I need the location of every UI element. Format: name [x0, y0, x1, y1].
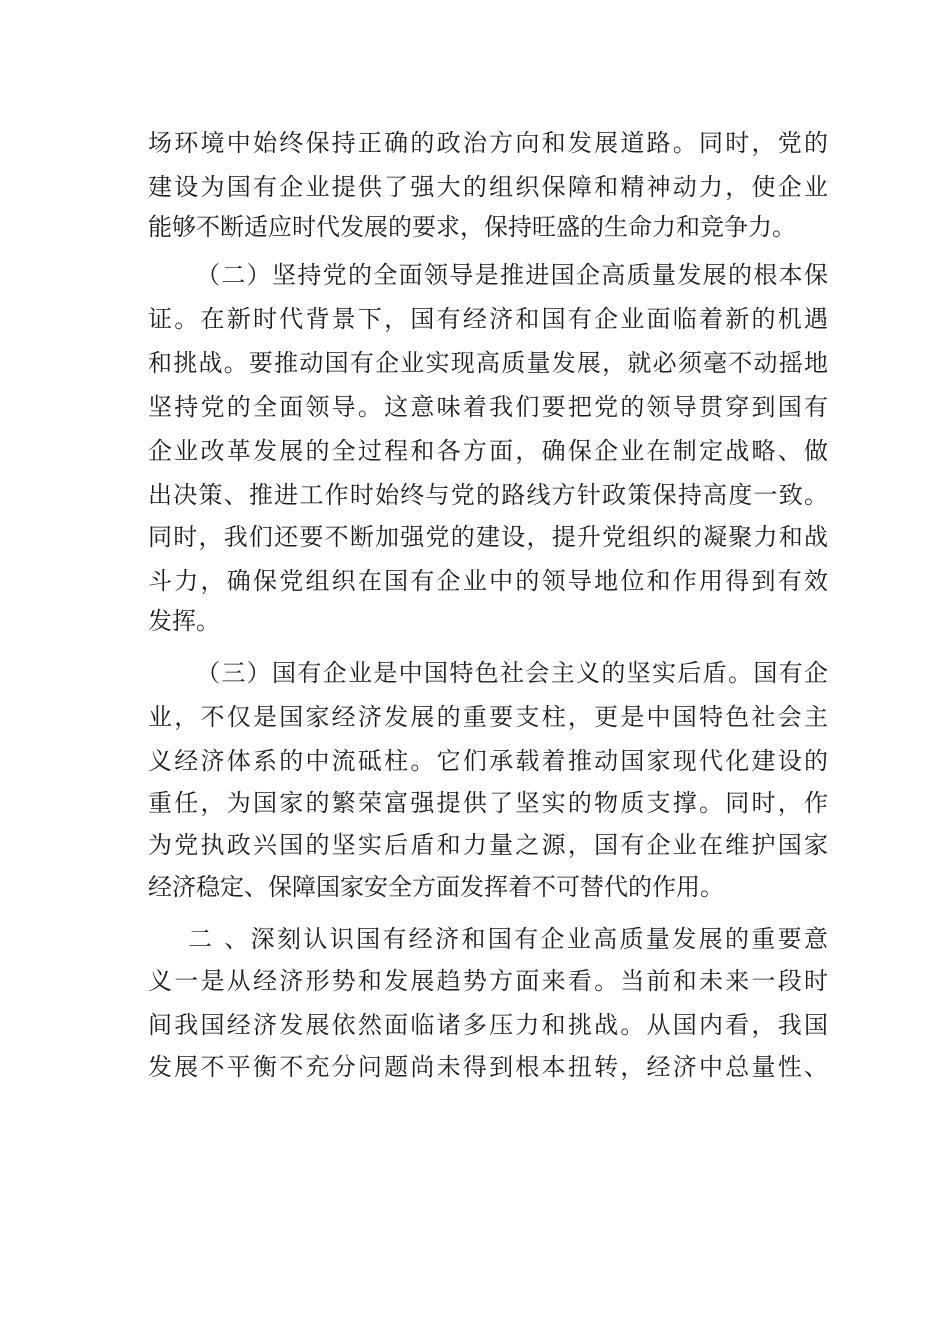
text-line: 和挑战。要推动国有企业实现高质量发展，就必须毫不动摇地	[148, 349, 828, 377]
text-line: 为党执政兴国的坚实后盾和力量之源，国有企业在维护国家	[148, 831, 828, 859]
text-line: 间我国经济发展依然面临诸多压力和挑战。从国内看，我国	[148, 1011, 828, 1039]
text-line: 重任，为国家的繁荣富强提供了坚实的物质支撑。同时，作	[148, 789, 828, 817]
text-line: 能够不断适应时代发展的要求，保持旺盛的生命力和竞争力。	[148, 213, 796, 241]
text-line: 出决策、推进工作时始终与党的路线方针政策保持高度一致。	[148, 481, 828, 509]
text-line: 发挥。	[148, 607, 220, 635]
text-line: 业，不仅是国家经济发展的重要支柱，更是中国特色社会主	[148, 703, 828, 731]
text-line: 发展不平衡不充分问题尚未得到根本扭转，经济中总量性、	[148, 1053, 828, 1081]
text-line: 场环境中始终保持正确的政治方向和发展道路。同时，党的	[148, 129, 828, 157]
text-line: 二 、深刻认识国有经济和国有企业高质量发展的重要意	[188, 925, 828, 953]
text-line: 义一是从经济形势和发展趋势方面来看。当前和未来一段时	[148, 967, 828, 995]
text-line: 证。在新时代背景下，国有经济和国有企业面临着新的机遇	[148, 305, 828, 333]
text-line: 义经济体系的中流砥柱。它们承载着推动国家现代化建设的	[148, 747, 828, 775]
text-line: 建设为国有企业提供了强大的组织保障和精神动力，使企业	[148, 173, 828, 201]
text-line: （三）国有企业是中国特色社会主义的坚实后盾。国有企	[196, 659, 828, 687]
text-line: 同时，我们还要不断加强党的建设，提升党组织的凝聚力和战	[148, 523, 828, 551]
text-line: 斗力，确保党组织在国有企业中的领导地位和作用得到有效	[148, 567, 828, 595]
text-line: 企业改革发展的全过程和各方面，确保企业在制定战略、做	[148, 437, 828, 465]
text-line: 经济稳定、保障国家安全方面发挥着不可替代的作用。	[148, 873, 724, 901]
text-line: （二）坚持党的全面领导是推进国企高质量发展的根本保	[196, 261, 828, 289]
text-line: 坚持党的全面领导。这意味着我们要把党的领导贯穿到国有	[148, 393, 828, 421]
